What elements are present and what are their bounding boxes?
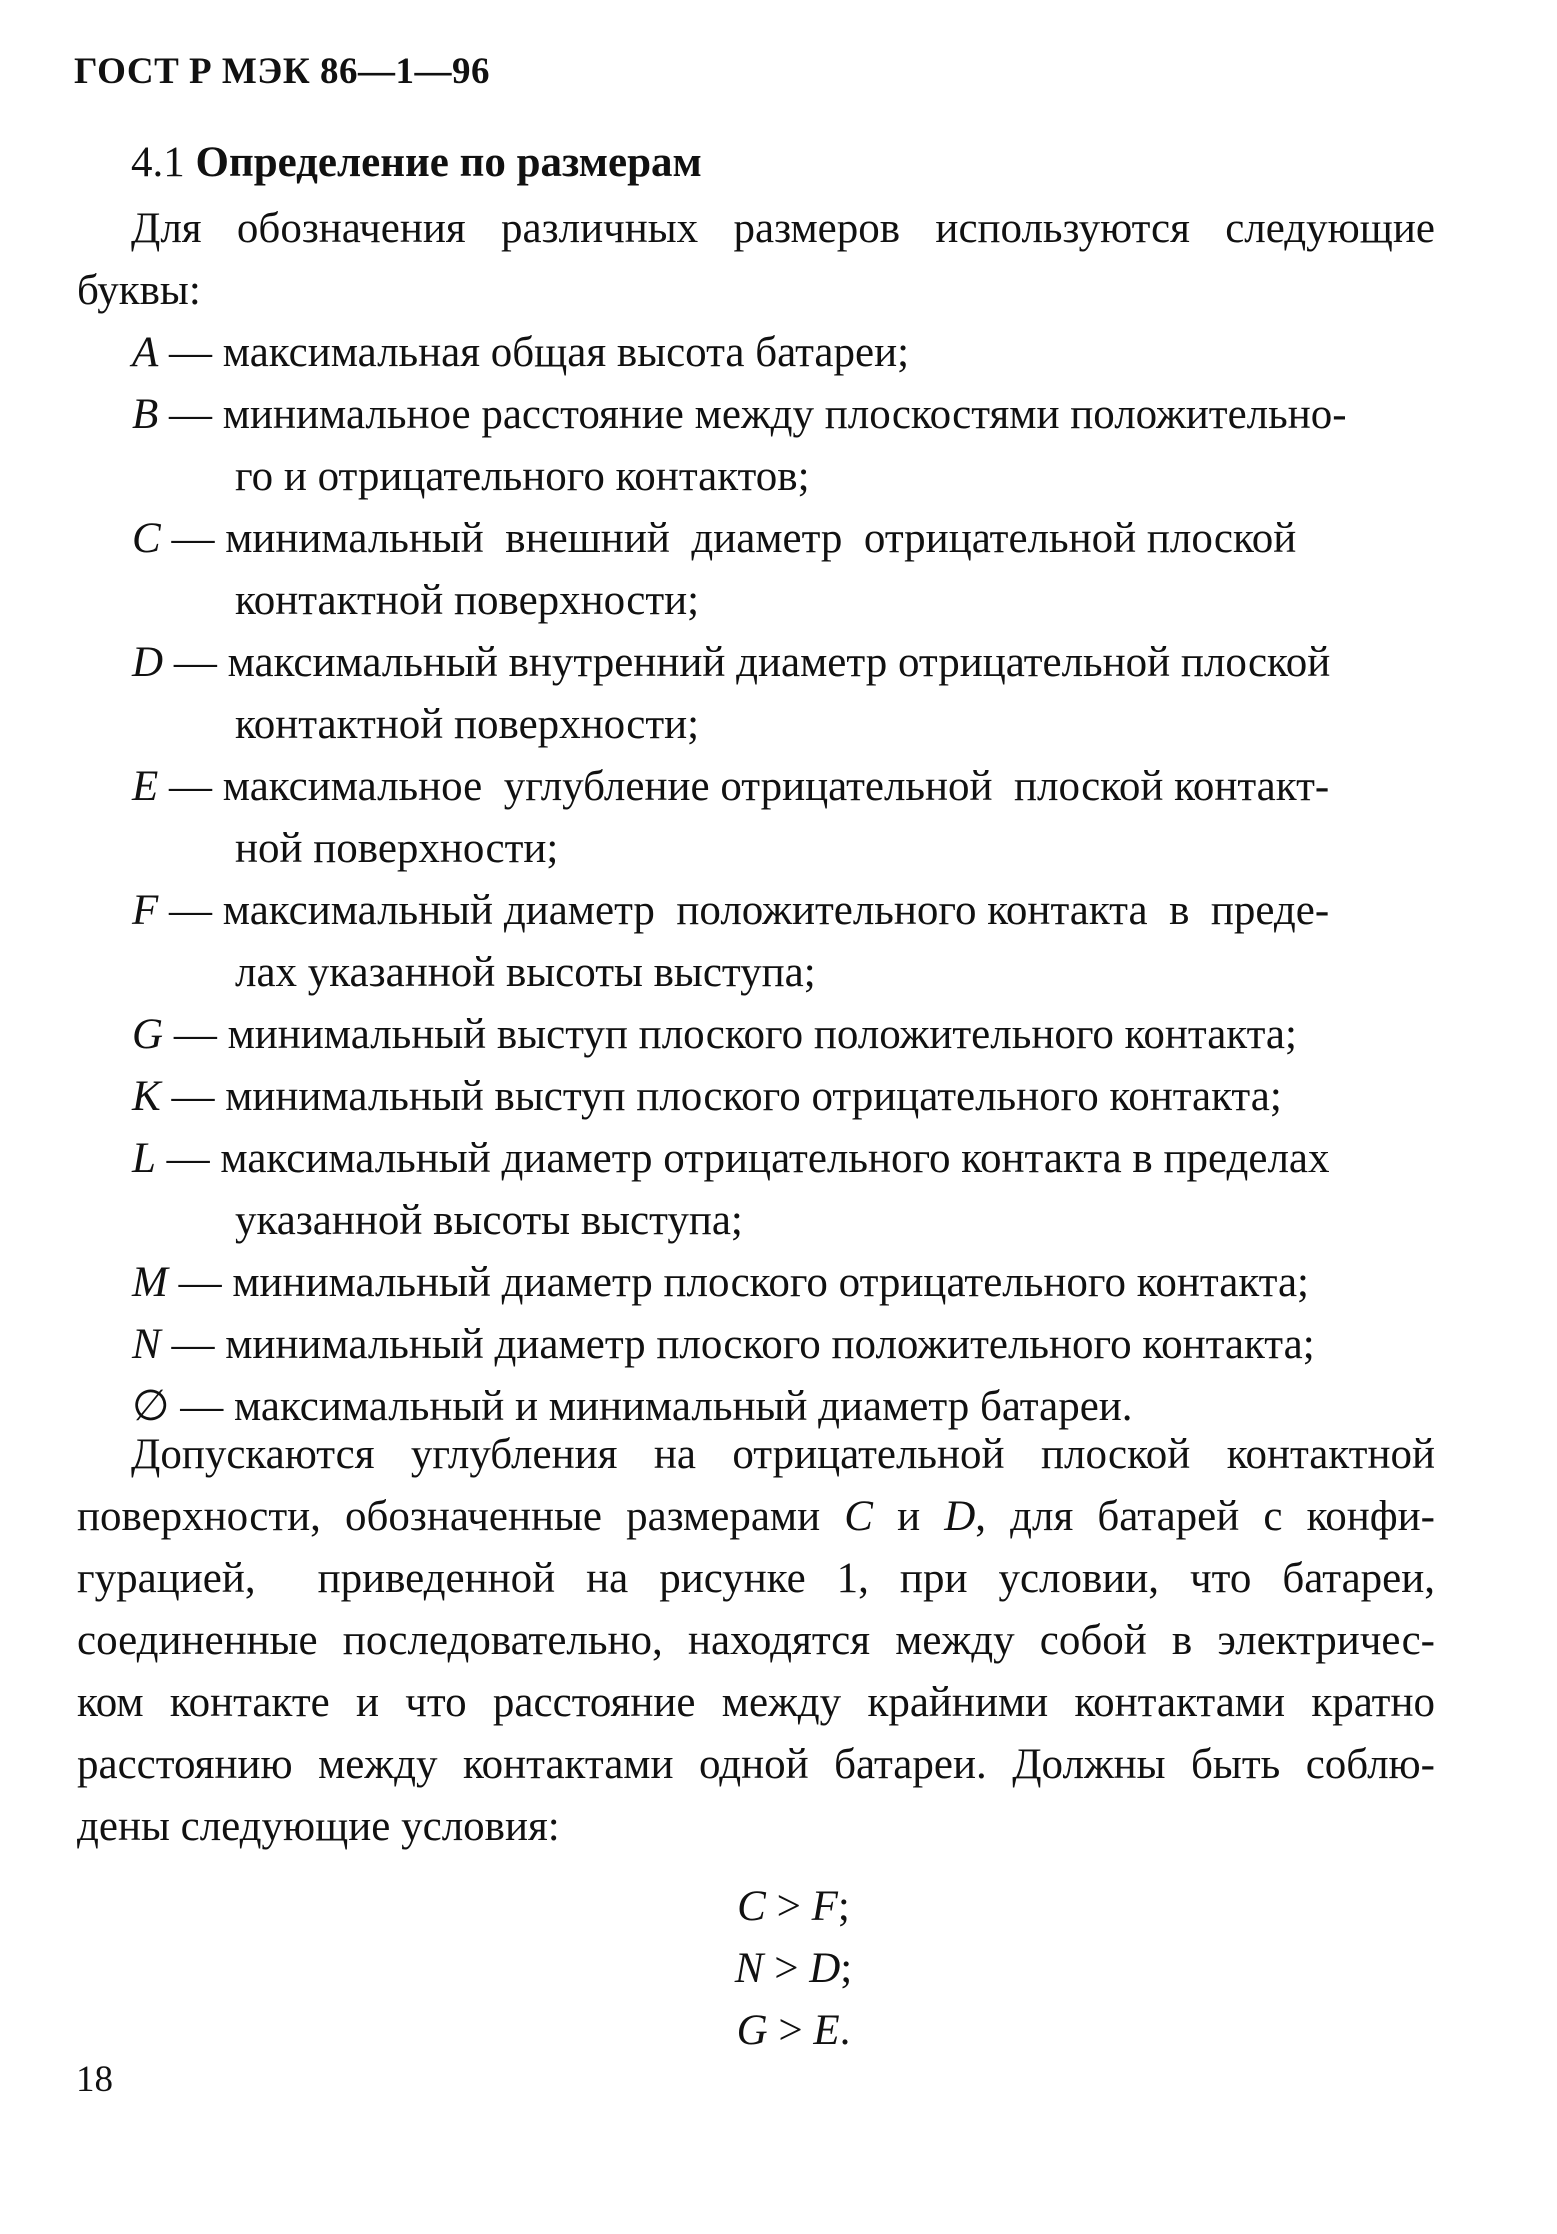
definition-text: — максимальное углубление отрицательной плоской контакт- [158,763,1330,810]
definition-text: — минимальный внешний диаметр отрицательной плоской [160,515,1297,562]
paragraph-line: дены следующие условия: [77,1803,560,1850]
definition-text: — максимальный и минимальный диаметр батареи. [169,1383,1133,1430]
intro-line-1: Для обозначения различных размеров используются следующие [131,205,1435,252]
paragraph-line: ком контакте и что расстояние между крайними контактами кратно [77,1679,1435,1726]
definition-symbol: E [132,763,159,810]
definition-text: — максимальный диаметр положительного контакта в преде- [158,887,1330,934]
definition-item [77,384,1437,508]
definition-symbol: A [132,329,159,376]
definition-symbol: G [132,1011,164,1058]
definition-item [77,1066,1437,1128]
definition-text: — минимальный диаметр плоского положительного контакта; [160,1321,1315,1368]
condition-end: ; [837,1883,850,1930]
section-title: Определение по размерам [195,139,702,186]
paragraph-line: Допускаются углубления на отрицательной плоской контактной [131,1431,1435,1478]
definition-item [77,1314,1437,1376]
document-header: ГОСТ Р МЭК 86—1—96 [74,51,490,92]
condition [0,1876,1557,1938]
condition-right: D [809,1945,841,1992]
condition [0,1938,1557,2000]
definition-symbol: N [132,1321,161,1368]
definition-text: — минимальное расстояние между плоскостями положительно- [158,391,1347,438]
definition-symbol: L [132,1135,156,1182]
definition-continuation: указанной высоты выступа; [235,1197,743,1244]
definition-continuation: контактной поверхности; [235,577,700,624]
condition-right: E [813,2007,840,2054]
definition-symbol: D [132,639,164,686]
condition-operator: > [763,1945,810,1992]
definition-item [77,322,1437,384]
definition-symbol: C [132,515,161,562]
definition-item [77,1252,1437,1314]
intro-line-2: буквы: [77,267,201,314]
condition-left: C [737,1883,766,1930]
definition-item [77,1128,1437,1252]
paragraph-line: расстоянию между контактами одной батареи. Должны быть соблю- [77,1741,1435,1788]
definition-text: — максимальная общая высота батареи; [158,329,910,376]
paragraph-line: соединенные последовательно, находятся между собой в электричес- [77,1617,1435,1664]
paragraph-line: поверхности, обозначенные размерами C и D, для батарей с конфи- [77,1493,1435,1540]
section-number: 4.1 [131,139,185,186]
definition-symbol: M [132,1259,168,1306]
condition [0,2000,1557,2062]
definition-item [77,756,1437,880]
condition-operator: > [765,1883,812,1930]
diameter-symbol: ∅ [132,1383,170,1430]
definitions-list [77,322,1437,1438]
section-heading [131,138,702,187]
definition-item [77,632,1437,756]
page-number: 18 [76,2059,113,2100]
condition-right: F [811,1883,838,1930]
body-paragraph [77,1424,1435,1858]
definition-item [77,508,1437,632]
definition-text: — минимальный выступ плоского отрицательного контакта; [160,1073,1282,1120]
definition-continuation: лах указанной высоты выступа; [235,949,816,996]
definition-symbol: B [132,391,159,438]
definition-text: — максимальный диаметр отрицательного контакта в пределах [155,1135,1330,1182]
condition-left: N [734,1945,764,1992]
definition-continuation: го и отрицательного контактов; [235,453,810,500]
conditions-list [0,1876,1557,2062]
definition-text: — минимальный выступ плоского положительного контакта; [163,1011,1297,1058]
definition-continuation: ной поверхности; [235,825,559,872]
definition-item [77,880,1437,1004]
definition-item [77,1004,1437,1066]
condition-left: G [736,2007,768,2054]
definition-text: — максимальный внутренний диаметр отрицательной плоской [163,639,1331,686]
definition-symbol: K [132,1073,161,1120]
definition-text: — минимальный диаметр плоского отрицательного контакта; [167,1259,1309,1306]
definition-continuation: контактной поверхности; [235,701,700,748]
paragraph-line: гурацией, приведенной на рисунке 1, при условии, что батареи, [77,1555,1435,1602]
intro-text [77,198,1435,322]
condition-end: ; [840,1945,853,1992]
definition-symbol: F [132,887,159,934]
condition-operator: > [767,2007,814,2054]
condition-end: . [839,2007,851,2054]
